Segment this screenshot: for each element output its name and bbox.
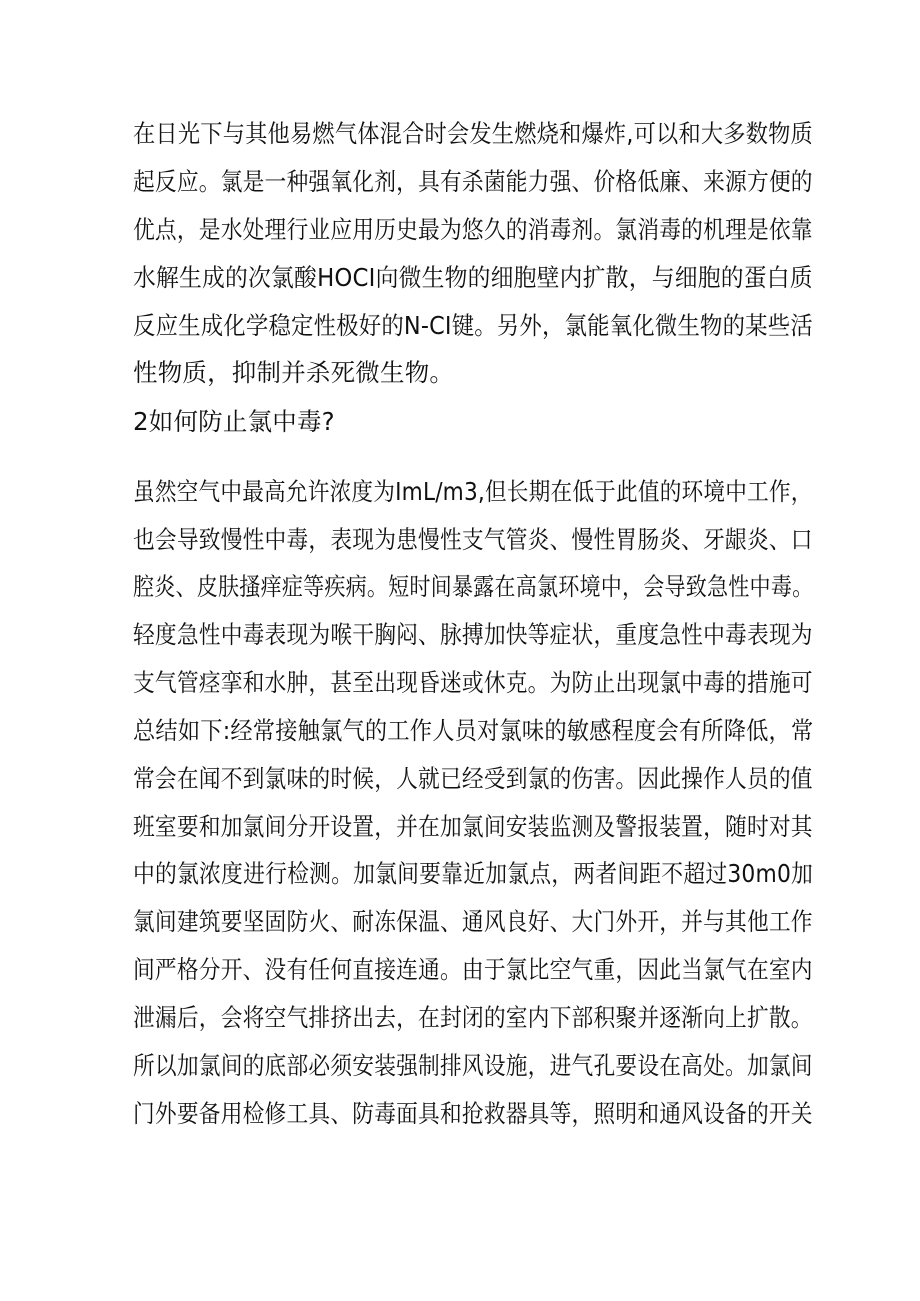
paragraph-2-line: 虽然空气中最高允许浓度为ImL/m3,但长期在低于此值的环境中工作， [133, 477, 813, 506]
paragraph-2-line: 总结如下:经常接触氯气的工作人员对氯味的敏感程度会有所降低，常 [133, 716, 814, 745]
paragraph-2-line: 门外要备用检修工具、防毒面具和抢救器具等，照明和通风设备的开关 [133, 1099, 813, 1128]
paragraph-1-line: 优点，是水处理行业应用历史最为悠久的消毒剂。氯消毒的机理是依靠 [133, 215, 813, 244]
paragraph-1-line: 反应生成化学稳定性极好的N-CI键。另外，氯能氧化微生物的某些活 [133, 311, 813, 340]
paragraph-2-line: 中的氯浓度进行检测。加氯间要靠近加氯点，两者间距不超过30m0加 [133, 859, 814, 888]
paragraph-1-line: 起反应。氯是一种强氧化剂，具有杀菌能力强、价格低廉、来源方便的 [133, 167, 813, 196]
paragraph-1-line: 水解生成的次氯酸HOCI向微生物的细胞壁内扩散，与细胞的蛋白质 [133, 263, 813, 292]
paragraph-1-line: 在日光下与其他易燃气体混合时会发生燃烧和爆炸,可以和大多数物质 [133, 119, 813, 148]
paragraph-2-line: 腔炎、皮肤搔痒症等疾病。短时间暴露在高氯环境中，会导致急性中毒。 [133, 572, 814, 601]
paragraph-2-line: 常会在闻不到氯味的时候，人就已经受到氯的伤害。因此操作人员的值 [133, 764, 813, 793]
paragraph-2-line: 所以加氯间的底部必须安装强制排风设施，进气孔要设在高处。加氯间 [133, 1051, 813, 1080]
paragraph-2-line: 轻度急性中毒表现为喉干胸闷、脉搏加快等症状，重度急性中毒表现为 [133, 620, 813, 649]
section-heading: 2如何防止氯中毒? [133, 407, 335, 436]
paragraph-1-line: 性物质，抑制并杀死微生物。 [133, 358, 455, 387]
paragraph-2-line: 泄漏后，会将空气排挤出去，在封闭的室内下部积聚并逐渐向上扩散。 [133, 1003, 813, 1032]
paragraph-2-line: 氯间建筑要坚固防火、耐冻保温、通风良好、大门外开，并与其他工作 [133, 907, 813, 936]
paragraph-2-line: 也会导致慢性中毒，表现为患慢性支气管炎、慢性胃肠炎、牙龈炎、口 [133, 525, 813, 554]
paragraph-2-line: 支气管痉挛和水肿，甚至出现昏迷或休克。为防止出现氯中毒的措施可 [133, 668, 813, 697]
paragraph-2-line: 间严格分开、没有任何直接连通。由于氯比空气重，因此当氯气在室内 [133, 955, 813, 984]
paragraph-2-line: 班室要和加氯间分开设置，并在加氯间安装监测及警报装置，随时对其 [133, 812, 813, 841]
